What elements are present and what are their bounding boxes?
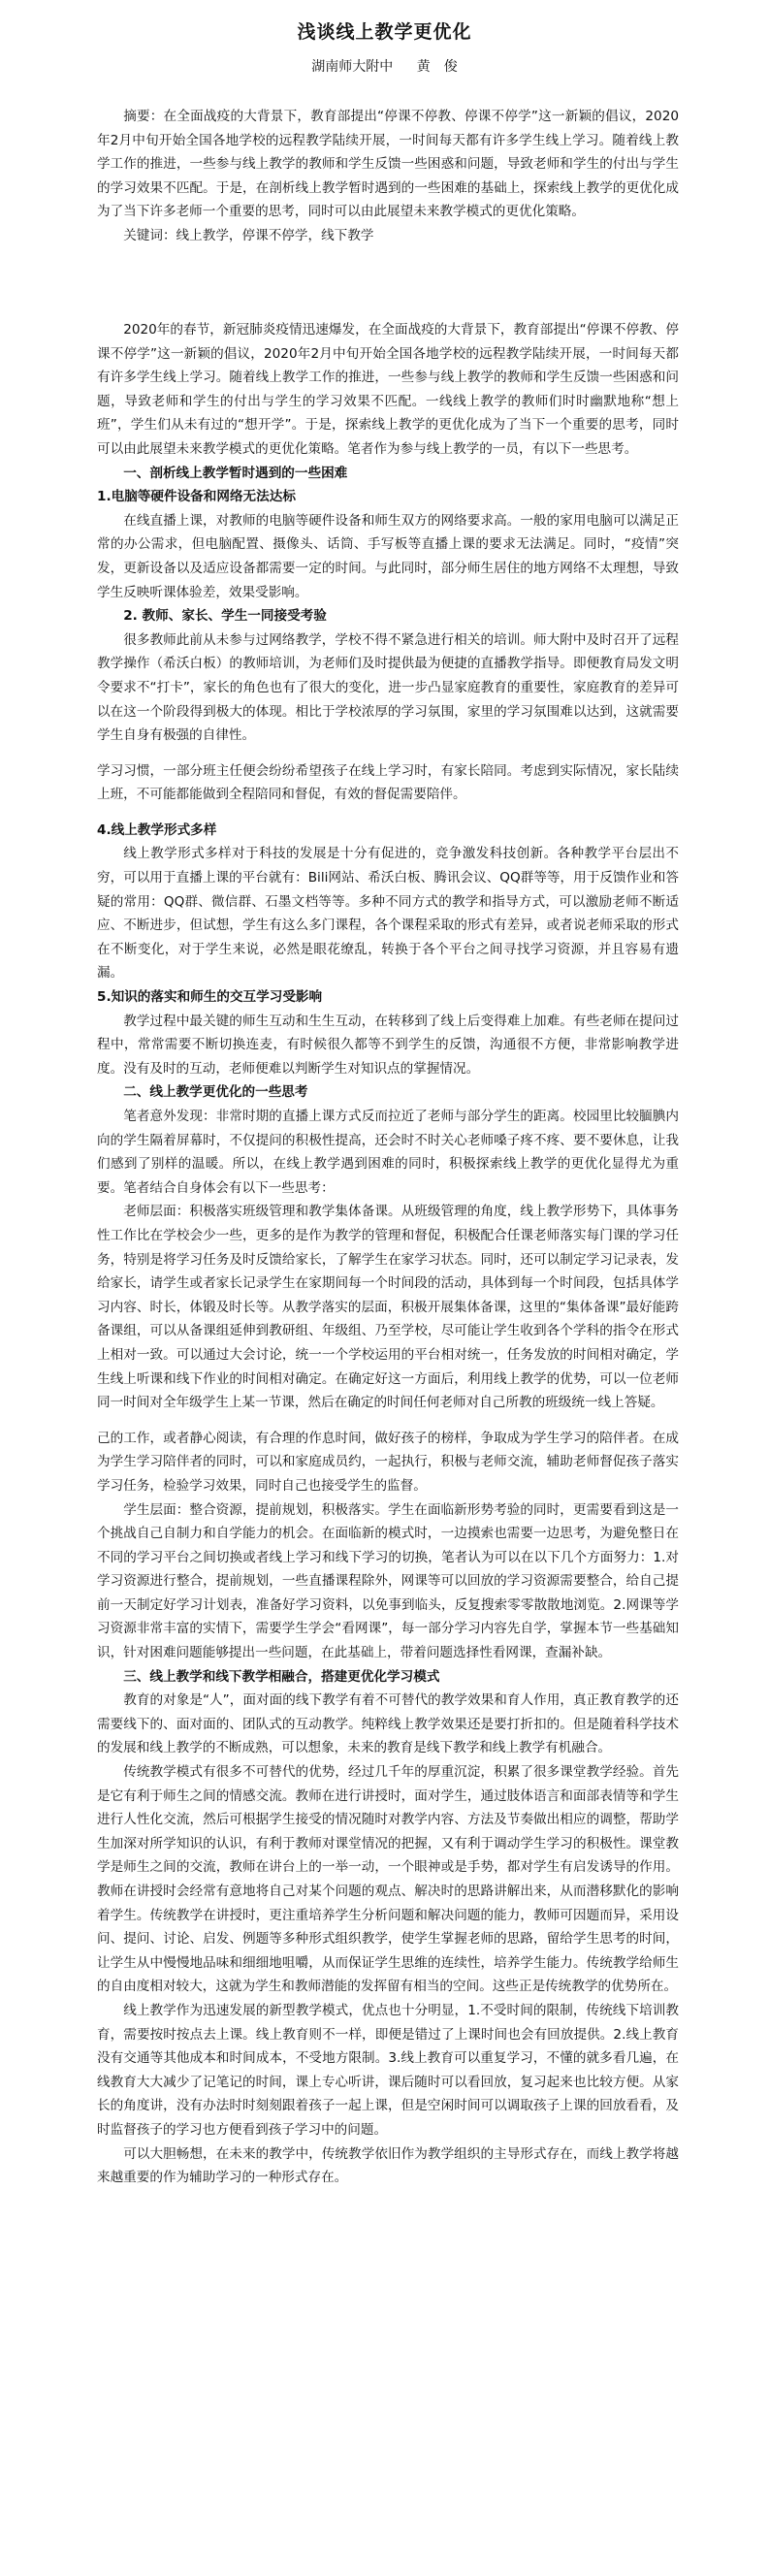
article-title: 浅谈线上教学更优化	[297, 21, 472, 43]
section-heading-2: 二、线上教学更优化的一些思考	[123, 1084, 308, 1101]
paragraph-1-5: 教学过程中最关键的师生互动和生生互动，在转移到了线上后变得难上加难。有些老师在提问过程中，常常需要不断切换连麦，有时候很久都等不到学生的反馈，沟通很不方便，非常影响教学进度。没有及时的互动，老师便难以判断学生对知识点的掌握情况。	[97, 1013, 679, 1077]
abstract-block	[97, 105, 679, 248]
subheading-1-1: 1.电脑等硬件设备和网络无法达标	[97, 489, 296, 505]
subheading-1-5: 5.知识的落实和师生的交互学习受影响	[97, 989, 323, 1006]
paragraph-3-b: 传统教学模式有很多不可替代的优势，经过几千年的厚重沉淀，积累了很多课堂教学经验。首先是它有利于师生之间的情感交流。教师在进行讲授时，面对学生，通过肢体语言和面部表情等和学生进行人性化交流，然后可根据学生接受的情况随时对教学内容、方法及节奏做出相应的调整，帮助学生加深对所学知识的认识，有利于教师对课堂情况的把握，又有利于调动学生学习的积极性。课堂教学是师生之间的交流，教师在讲台上的一举一动，一个眼神或是手势，都对学生有启发诱导的作用。教师在讲授时会经常有意地将自己对某个问题的观点、解决时的思路讲解出来，从而潜移默化的影响着学生。传统教学在讲授时，更注重培养学生分析问题和解决问题的能力，教师可因题而异，采用设问、提问、讨论、启发、例题等多种形式组织教学，使学生掌握老师的思路，留给学生思考的时间，让学生从中慢慢地品味和细细地咀嚼，从而保证学生思维的连续性，培养学生能力。传统教学给师生的自由度相对较大，这就为学生和教师潜能的发挥留有相当的空间。这些正是传统教学的优势所在。	[97, 1764, 679, 1995]
paragraph-2-b: 老师层面：积极落实班级管理和教学集体备课。从班级管理的角度，线上教学形势下，具体事务性工作比在学校会少一些，更多的是作为教学的管理和督促，积极配合任课老师落实每门课的学习任务，特别是将学习任务及时反馈给家长，了解学生在家学习状态。同时，还可以制定学习记录表，发给家长，请学生或者家长记录学生在家期间每一个时间段的活动，具体到每一个时间段，包括具体学习内容、时长，体锻及时长等。从教学落实的层面，积极开展集体备课，这里的“集体备课”最好能跨备课组，可以从备课组延伸到教研组、年级组、乃至学校，尽可能让学生收到各个学科的指令在形式上相对一致。可以通过大会讨论，统一一个学校运用的平台相对统一，任务发放的时间相对确定，学生线上听课和线下作业的时间相对确定。在确定好这一方面后，利用线上教学的优势，可以一位老师同一时间对全年级学生上某一节课，然后在确定的时间任何老师对自己所教的班级统一线上答疑。	[97, 1204, 679, 1411]
paragraph-1-4: 线上教学形式多样对于科技的发展是十分有促进的，竞争激发科技创新。各种教学平台层出不穷，可以用于直播上课的平台就有：Bili网站、希沃白板、腾讯会议、QQ群等等，用于反馈作业和答疑的常用：QQ群、微信群、石墨文档等等。多种不同方式的教学和指导方式，可以激励老师不断适应、不断进步，但试想，学生有这么多门课程，各个课程采取的形式有差异，或者说老师采取的形式在不断变化，对于学生来说，必然是眼花缭乱，转换于各个平台之间寻找学习资源，并且容易有遗漏。	[97, 846, 679, 982]
section-part-1	[97, 318, 679, 2190]
abstract: 摘要：在全面战疫的大背景下，教育部提出“停课不停教、停课不停学”这一新颖的倡议，2020年2月中旬开始全国各地学校的远程教学陆续开展，一时间每天都有许多学生线上学习。随着线上教学工作的推进，一些参与线上教学的教师和学生反馈一些困惑和问题，导致老师和学生的付出与学生的学习效果不匹配。于是，在剖析线上教学暂时遇到的一些困难的基础上，探索线上教学的更优化成为了当下许多老师一个重要的思考，同时可以由此展望未来教学模式的更优化策略。	[97, 109, 679, 220]
keywords: 关键词：线上教学，停课不停学，线下教学	[123, 227, 374, 243]
section-heading-1: 一、剖析线上教学暂时遇到的一些困难	[123, 465, 348, 481]
paragraph-3-a: 教育的对象是“人”，面对面的线下教学有着不可替代的教学效果和育人作用，真正教育教学的还需要线下的、面对面的、团队式的互动教学。纯粹线上教学效果还是要打折扣的。但是随着科学技术的发展和线上教学的不断成熟，可以想象，未来的教育是线下教学和线上教学有机融合。	[97, 1692, 679, 1756]
subheading-1-2: 2. 教师、家长、学生一同接受考验	[123, 608, 327, 625]
paragraph-3-d: 可以大胆畅想，在未来的教学中，传统教学依旧作为教学组织的主导形式存在，而线上教学将越来越重要的作为辅助学习的一种形式存在。	[97, 2145, 679, 2186]
paragraph-1-2: 很多教师此前从未参与过网络教学，学校不得不紧急进行相关的培训。师大附中及时召开了远程教学操作（希沃白板）的教师培训，为老师们及时提供最为便捷的直播教学指导。即便教育局发文明令要求不“打卡”，家长的角色也有了很大的变化，进一步凸显家庭教育的重要性，家庭教育的差异可以在这一个阶段得到极大的体现。相比于学校浓厚的学习氛围，家里的学习氛围难以达到，这就需要学生自身有极强的自律性。	[97, 631, 679, 744]
author-line	[0, 56, 769, 76]
intro-paragraph: 2020年的春节，新冠肺炎疫情迅速爆发，在全面战疫的大背景下，教育部提出“停课不停教、停课不停学”这一新颖的倡议，2020年2月中旬开始全国各地学校的远程教学陆续开展，一时间每天都有许多学生线上学习。随着线上教学工作的推进，一些参与线上教学的教师和学生反馈一些困惑和问题，导致老师和学生的付出与学生的学习效果不匹配。一线线上教学的教师们时时幽默地称“想上班”，学生们从未有过的“想开学”。于是，探索线上教学的更优化成为了当下一个重要的思考，同时可以由此展望未来教学模式的更优化策略。笔者作为参与线上教学的一员，有以下一些思考。	[97, 322, 679, 457]
paragraph-3-c: 线上教学作为迅速发展的新型教学模式，优点也十分明显，1.不受时间的限制，传统线下培训教育，需要按时按点去上课。线上教育则不一样，即便是错过了上课时间也会有回放提供。2.线上教育没有交通等其他成本和时间成本，不受地方限制。3.线上教育可以重复学习，不懂的就多看几遍，在线教育大大减少了记笔记的时间，课上专心听讲，课后随时可以看回放，复习起来也比较方便。从家长的角度讲，没有办法时时刻刻跟着孩子一起上课，但是空闲时间可以调取孩子上课的回放看看，及时监督孩子的学习也方便看到孩子学习中的问题。	[97, 2002, 679, 2138]
author-name: 黄 俊	[416, 59, 458, 75]
subheading-1-4: 4.线上教学形式多样	[97, 821, 217, 838]
author-affiliation: 湖南师大附中	[311, 59, 394, 75]
paragraph-1-1: 在线直播上课，对教师的电脑等硬件设备和师生双方的网络要求高。一般的家用电脑可以满足正常的办公需求，但电脑配置、摄像头、话筒、手写板等直播上课的要求无法满足。同时，“疫情”突发，更新设备以及适应设备都需要一定的时间。与此同时，部分师生居住的地方网络不太理想，导致学生反映听课体验差，效果受影响。	[97, 512, 679, 600]
paragraph-2-a: 笔者意外发现：非常时期的直播上课方式反而拉近了老师与部分学生的距离。校园里比较腼腆内向的学生隔着屏幕时，不仅提问的积极性提高，还会时不时关心老师嗓子疼不疼、要不要休息，让我们感到了别样的温暖。所以，在线上教学遇到困难的同时，积极探索线上教学的更优化显得尤为重要。笔者结合自身体会有以下一些思考：	[97, 1109, 679, 1196]
paragraph-1-2b: 学习习惯，一部分班主任便会纷纷希望孩子在线上学习时，有家长陪同。考虑到实际情况，家长陆续上班，不可能都能做到全程陪同和督促，有效的督促需要陪伴。	[97, 762, 679, 803]
paragraph-2-c: 己的工作，或者静心阅读，有合理的作息时间，做好孩子的榜样，争取成为学生学习的陪伴者。在成为学生学习陪伴者的同时，可以和家庭成员约，一起执行，积极与老师交流，辅助老师督促孩子落实学习任务，检验学习效果，同时自己也接受学生的监督。	[97, 1430, 679, 1494]
section-heading-3: 三、线上教学和线下教学相融合，搭建更优化学习模式	[123, 1668, 440, 1685]
paragraph-2-d: 学生层面：整合资源，提前规划，积极落实。学生在面临新形势考验的同时，更需要看到这是一个挑战自己自制力和自学能力的机会。在面临新的模式时，一边摸索也需要一边思考，为避免整日在不同的学习平台之间切换或者线上学习和线下学习的切换，笔者认为可以在以下几个方面努力：1.对学习资源进行整合，提前规划，一些直播课程除外，网课等可以回放的学习资源需要整合，给自己提前一天制定好学习计划表，准备好学习资料，以免事到临头，反复搜索零零散散地浏览。2.网课等学习资源非常丰富的实情下，需要学生学会“看网课”，每一部分学习内容先自学，掌握本节一些基础知识，针对困难问题能够提出一些问题，在此基础上，带着问题选择性看网课，查漏补缺。	[97, 1501, 679, 1661]
